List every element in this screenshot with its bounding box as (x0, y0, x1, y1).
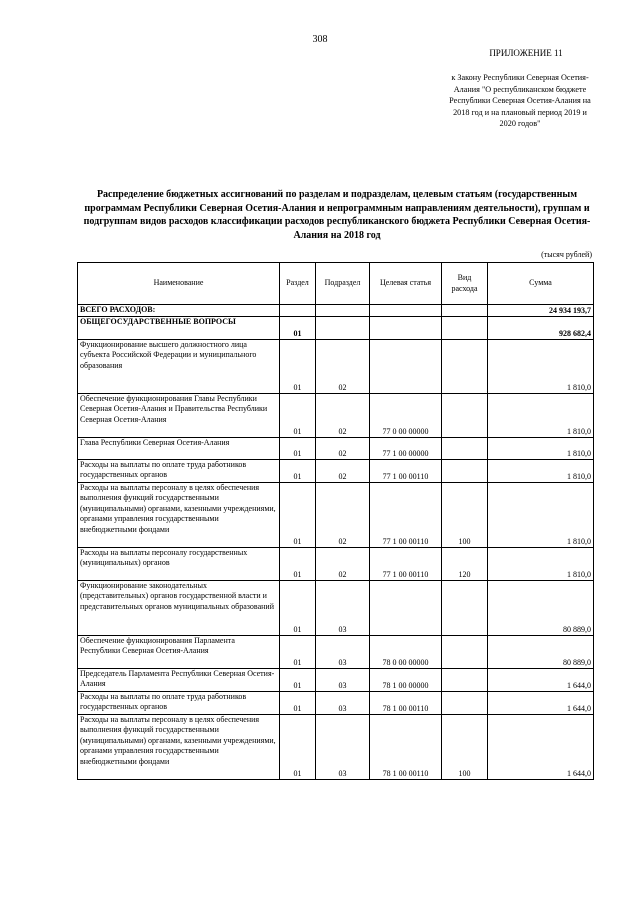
cell-kind (442, 636, 488, 669)
table-row (78, 438, 594, 460)
cell-name: Глава Республики Северная Осетия-Алания (78, 438, 280, 460)
cell-sum: 1 644,0 (488, 715, 594, 780)
cell-sum: 24 934 193,7 (488, 305, 594, 317)
cell-target: 77 1 00 00110 (370, 548, 442, 581)
document-title: Распределение бюджетных ассигнований по разделам и подразделам, целевым статьям (государственным программам Республики Северная Осетия-Алания и непрограммным направлениям деятельности), группам и подгруппам видов расходов классификации расходов республиканского бюджета Республики Северная Осетия-Алания на 2018 год (83, 189, 591, 241)
cell-section (280, 305, 316, 317)
cell-subsection: 02 (316, 340, 370, 394)
cell-kind (442, 692, 488, 715)
cell-target: 77 1 00 00110 (370, 483, 442, 548)
cell-subsection: 03 (316, 669, 370, 692)
cell-sum: 1 810,0 (488, 340, 594, 394)
cell-target (370, 317, 442, 340)
cell-sum: 1 810,0 (488, 394, 594, 438)
cell-section: 01 (280, 548, 316, 581)
cell-kind (442, 460, 488, 483)
cell-section: 01 (280, 692, 316, 715)
cell-subsection: 03 (316, 692, 370, 715)
cell-kind (442, 394, 488, 438)
cell-name: Функционирование высшего должностного лица субъекта Российской Федерации и муниципального образования (78, 340, 280, 394)
cell-kind (442, 340, 488, 394)
cell-subsection: 02 (316, 438, 370, 460)
cell-kind (442, 305, 488, 317)
appendix-label: ПРИЛОЖЕНИЕ 11 (489, 48, 563, 58)
table-row (78, 669, 594, 692)
table-row (78, 581, 594, 636)
cell-sum: 1 644,0 (488, 692, 594, 715)
cell-section: 01 (280, 340, 316, 394)
cell-subsection: 03 (316, 636, 370, 669)
approval-text: к Закону Республики Северная Осетия-Алания "О республиканском бюджете Республики Северная Осетия-Алания на 2018 год и на плановый период 2019 и 2020 годов" (449, 73, 591, 128)
cell-sum: 1 644,0 (488, 669, 594, 692)
cell-subsection (316, 305, 370, 317)
cell-target: 78 1 00 00110 (370, 692, 442, 715)
cell-target: 77 1 00 00110 (370, 460, 442, 483)
cell-section: 01 (280, 636, 316, 669)
cell-target: 78 1 00 00000 (370, 669, 442, 692)
header-target: Целевая статья (370, 263, 442, 305)
cell-section: 01 (280, 669, 316, 692)
cell-target (370, 340, 442, 394)
cell-section: 01 (280, 483, 316, 548)
cell-name: ВСЕГО РАСХОДОВ: (78, 305, 280, 317)
table-row (78, 317, 594, 340)
header-kind: Вид расхода (442, 263, 488, 305)
cell-target (370, 305, 442, 317)
cell-target (370, 581, 442, 636)
cell-sum: 1 810,0 (488, 438, 594, 460)
header-section: Раздел (280, 263, 316, 305)
cell-section: 01 (280, 715, 316, 780)
units-label: (тысяч рублей) (541, 250, 592, 259)
cell-section: 01 (280, 460, 316, 483)
cell-section: 01 (280, 438, 316, 460)
table-row (78, 715, 594, 780)
cell-name: Расходы на выплаты персоналу в целях обеспечения выполнения функций государственными (муниципальными) органами, казенными учреждениями, органами управления государственными внебюджетными фондами (78, 715, 280, 780)
table-row (78, 340, 594, 394)
cell-subsection: 03 (316, 715, 370, 780)
cell-subsection: 02 (316, 460, 370, 483)
cell-sum: 80 889,0 (488, 581, 594, 636)
cell-name: Председатель Парламента Республики Северная Осетия-Алания (78, 669, 280, 692)
table-row (78, 483, 594, 548)
cell-name: Расходы на выплаты по оплате труда работников государственных органов (78, 460, 280, 483)
cell-section: 01 (280, 394, 316, 438)
header-sum: Сумма (488, 263, 594, 305)
table-row (78, 460, 594, 483)
cell-target: 78 1 00 00110 (370, 715, 442, 780)
table-row (78, 692, 594, 715)
cell-kind (442, 669, 488, 692)
table-row (78, 305, 594, 317)
cell-sum: 1 810,0 (488, 548, 594, 581)
table-row (78, 548, 594, 581)
cell-name: Функционирование законодательных (представительных) органов государственной власти и представительных органов муниципальных образований (78, 581, 280, 636)
cell-kind (442, 438, 488, 460)
cell-name: Обеспечение функционирования Главы Республики Северная Осетия-Алания и Правительства Республики Северная Осетия-Алания (78, 394, 280, 438)
cell-section: 01 (280, 581, 316, 636)
header-name: Наименование (78, 263, 280, 305)
cell-sum: 80 889,0 (488, 636, 594, 669)
cell-sum: 1 810,0 (488, 460, 594, 483)
cell-target: 77 1 00 00000 (370, 438, 442, 460)
cell-subsection: 02 (316, 394, 370, 438)
cell-sum: 1 810,0 (488, 483, 594, 548)
cell-kind: 120 (442, 548, 488, 581)
cell-target: 77 0 00 00000 (370, 394, 442, 438)
cell-name: Расходы на выплаты по оплате труда работников государственных органов (78, 692, 280, 715)
cell-target: 78 0 00 00000 (370, 636, 442, 669)
cell-sum: 928 682,4 (488, 317, 594, 340)
cell-name: ОБЩЕГОСУДАРСТВЕННЫЕ ВОПРОСЫ (78, 317, 280, 340)
cell-section: 01 (280, 317, 316, 340)
cell-subsection (316, 317, 370, 340)
page-number: 308 (312, 34, 328, 45)
cell-kind: 100 (442, 715, 488, 780)
table-row (78, 636, 594, 669)
cell-name: Обеспечение функционирования Парламента Республики Северная Осетия-Алания (78, 636, 280, 669)
cell-subsection: 02 (316, 548, 370, 581)
cell-kind (442, 581, 488, 636)
table-header-row (78, 263, 594, 305)
cell-subsection: 02 (316, 483, 370, 548)
cell-kind: 100 (442, 483, 488, 548)
cell-subsection: 03 (316, 581, 370, 636)
cell-name: Расходы на выплаты персоналу в целях обеспечения выполнения функций государственными (муниципальными) органами, казенными учреждениями, органами управления государственными внебюджетными фондами (78, 483, 280, 548)
table-row (78, 394, 594, 438)
budget-table (77, 262, 594, 780)
cell-kind (442, 317, 488, 340)
header-subsection: Подраздел (316, 263, 370, 305)
cell-name: Расходы на выплаты персоналу государственных (муниципальных) органов (78, 548, 280, 581)
